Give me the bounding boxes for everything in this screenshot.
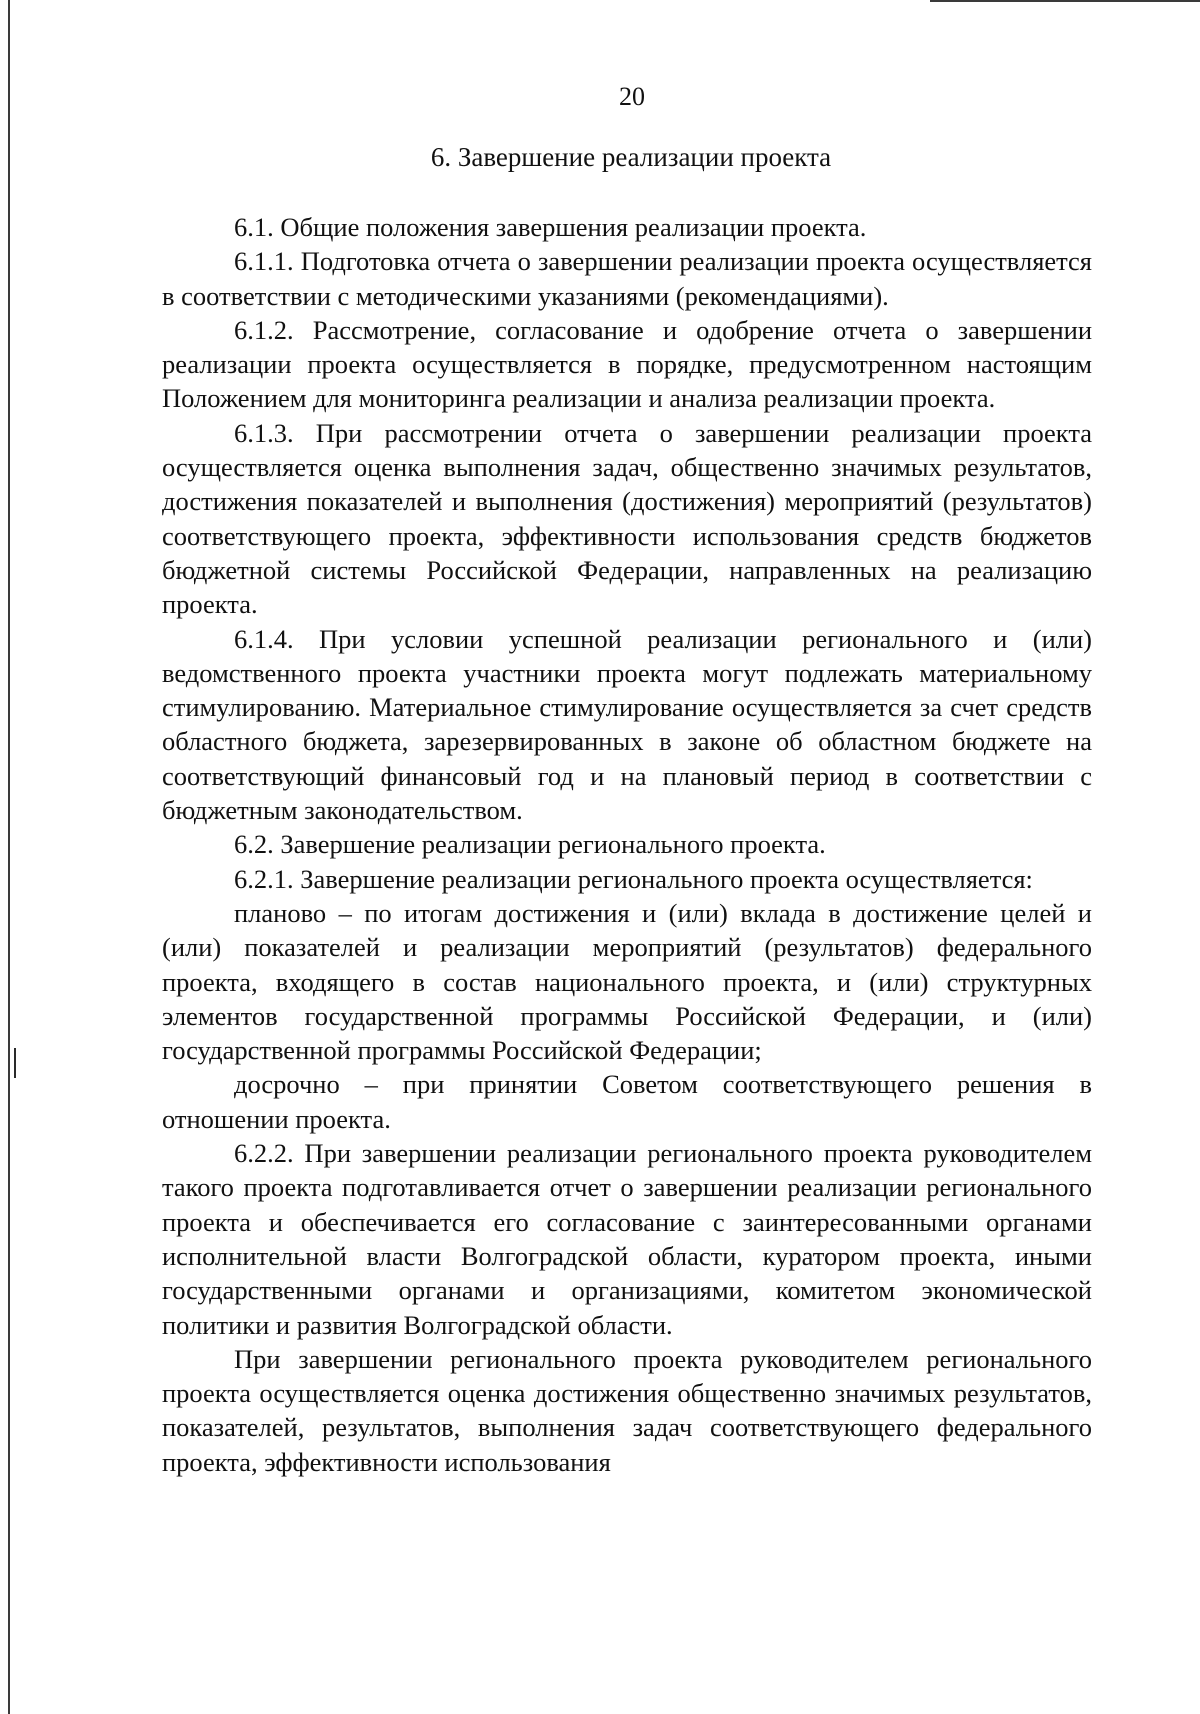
- scan-edge-left: [8, 0, 10, 1714]
- scan-edge-mark: [14, 1048, 16, 1078]
- page-number: 20: [619, 82, 645, 111]
- section-heading: 6. Завершение реализации проекта: [430, 142, 832, 172]
- paragraph-6-2: 6.2. Завершение реализации регионального проекта.: [234, 829, 826, 860]
- paragraph-6-1-4: 6.1.4. При условии успешной реализации регионального и (или) ведомственного проекта участники проекта могут подлежать материальному стимулированию. Материальное стимулирование осуществляется за счет средств областного бюджета, зарезервированных в законе об областном бюджете на соответствующий финансовый год и на плановый период в соответствии с бюджетным законодательством.: [162, 623, 1092, 826]
- paragraph-planned: планово – по итогам достижения и (или) вклада в достижение целей и (или) показателей и реализации мероприятий (результатов) федерального проекта, входящего в состав национального проекта, и (или) структурных элементов государственной программы Российской Федерации, и (или) государственной программы Российской Федерации;: [162, 897, 1092, 1066]
- document-body: [162, 210, 1092, 1479]
- paragraph-6-1-2: 6.1.2. Рассмотрение, согласование и одобрение отчета о завершении реализации проекта осуществляется в порядке, предусмотренном настоящим Положением для мониторинга реализации и анализа реализации проекта.: [162, 314, 1092, 414]
- paragraph-early: досрочно – при принятии Советом соответствующего решения в отношении проекта.: [162, 1069, 1092, 1134]
- paragraph-6-2-1: 6.2.1. Завершение реализации регионального проекта осуществляется:: [234, 863, 1033, 894]
- scan-edge-top: [930, 0, 1200, 2]
- paragraph-6-1-1: 6.1.1. Подготовка отчета о завершении реализации проекта осуществляется в соответствии с методическими указаниями (рекомендациями).: [162, 246, 1092, 311]
- paragraph-final: При завершении регионального проекта руководителем регионального проекта осуществляется оценка достижения общественно значимых результатов, показателей, результатов, выполнения задач соответствующего федерального проекта, эффективности использования: [162, 1343, 1092, 1477]
- paragraph-6-2-2: 6.2.2. При завершении реализации регионального проекта руководителем такого проекта подготавливается отчет о завершении реализации регионального проекта и обеспечивается его согласование с заинтересованными органами исполнительной власти Волгоградской области, куратором проекта, иными государственными органами и организациями, комитетом экономической политики и развития Волгоградской области.: [162, 1138, 1092, 1340]
- paragraph-6-1-3: 6.1.3. При рассмотрении отчета о завершении реализации проекта осуществляется оценка выполнения задач, общественно значимых результатов, достижения показателей и выполнения (достижения) мероприятий (результатов) соответствующего проекта, эффективности использования средств бюджетов бюджетной системы Российской Федерации, направленных на реализацию проекта.: [162, 417, 1092, 620]
- paragraph-6-1: 6.1. Общие положения завершения реализации проекта.: [234, 212, 867, 242]
